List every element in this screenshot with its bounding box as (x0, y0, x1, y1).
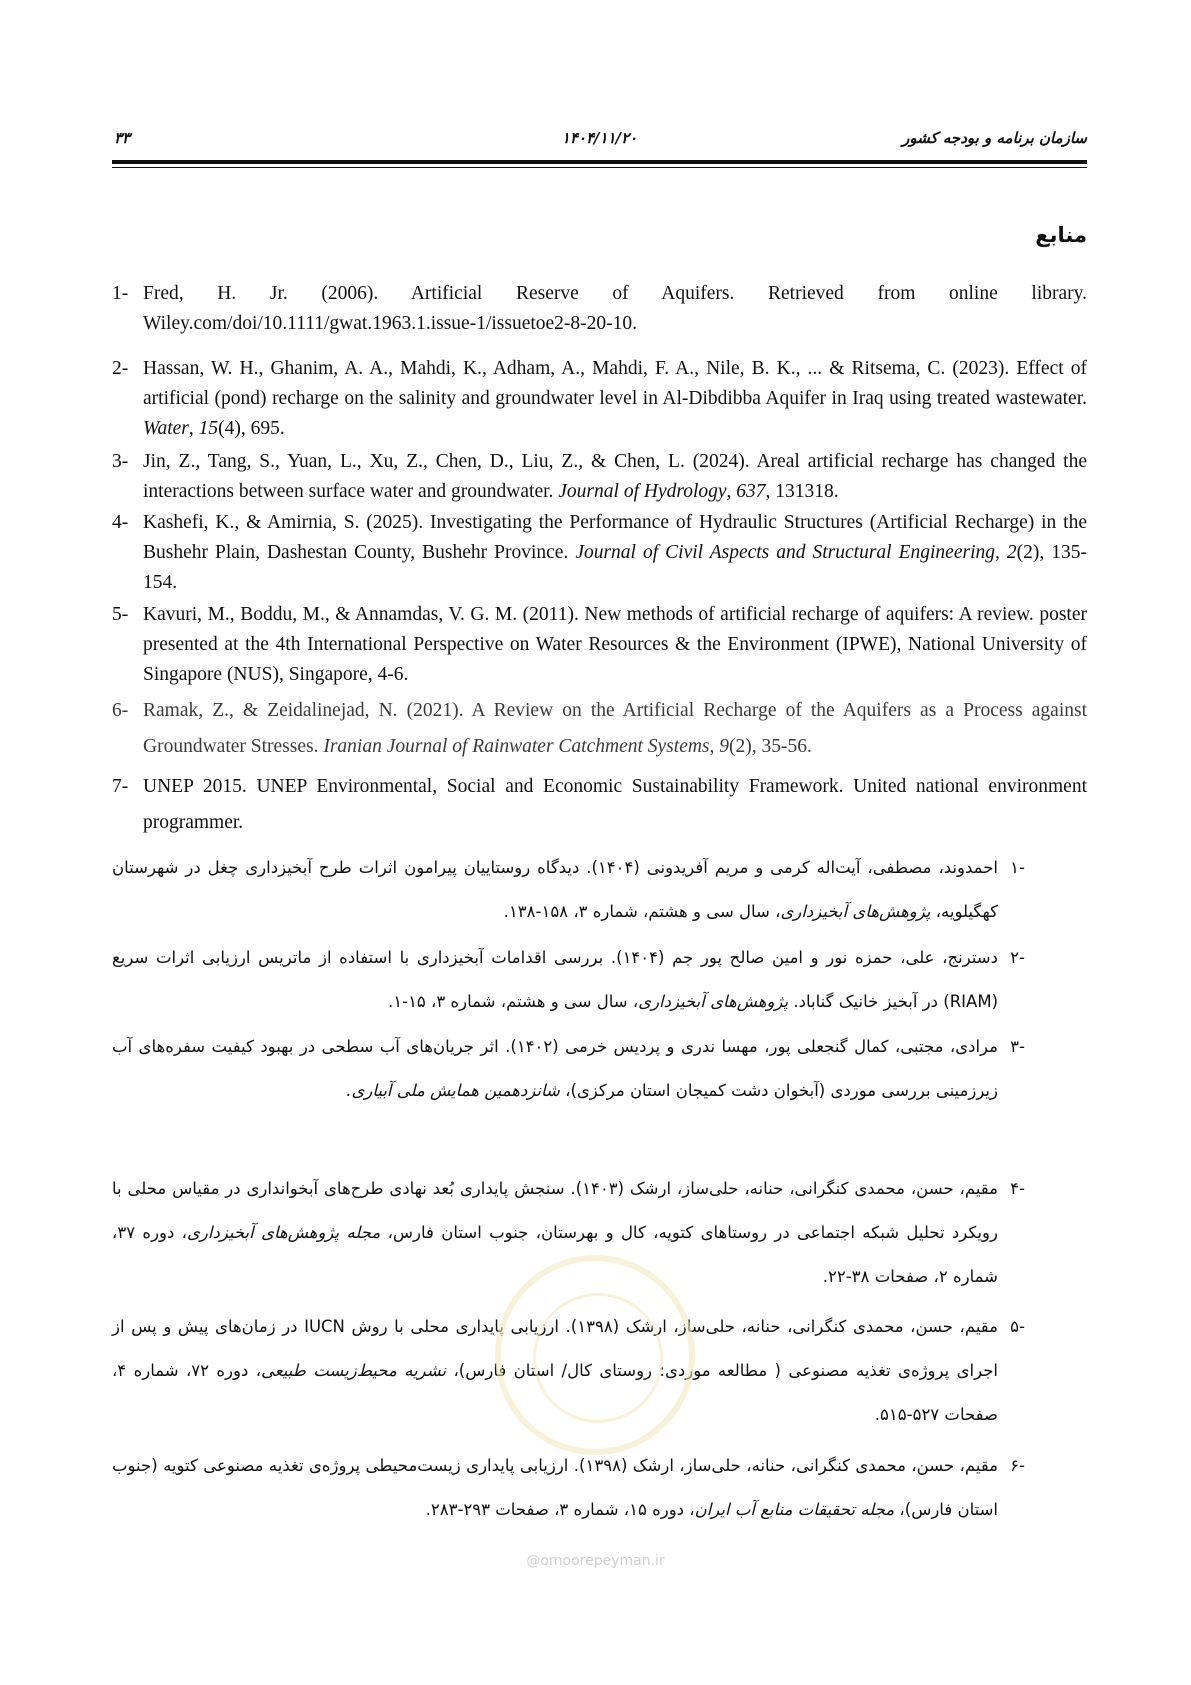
reference-segment: مرادی، مجتبی، کمال گنجعلی پور، مهسا ندری و پردیس خرمی (۱۴۰۲). اثر جریان‌های آب سطحی در بهبود کیفیت سفره‌های آب زیرزمینی بررسی موردی (آبخوان دشت کمیجان استان مرکزی)، (112, 1037, 998, 1100)
reference-segment: Kavuri, M., Boddu, M., & Annamdas, V. G. M. (2011). New methods of artificial recharge of aquifers: A review. poster presented at the 4th International Perspective on Water Resources & the Environment (IPWE), National University of Singapore (NUS), Singapore, 4-6. (143, 604, 1087, 685)
reference-segment: احمدوند، مصطفی، آیت‌اله کرمی و مریم آفریدونی (۱۴۰۴). دیدگاه روستاییان پیرامون اثرات طرح آبخیزداری چغل در شهرستان کهگیلویه، (112, 858, 998, 921)
english-reference (112, 693, 1087, 765)
page-header (112, 129, 1087, 153)
reference-segment: Kashefi, K., & Amirnia, S. (2025). Investigating the Performance of Hydraulic Structures (Artificial Recharge) in the Bushehr Plain, Dashestan County, Bushehr Province. (143, 512, 1087, 563)
reference-number: 1- (112, 283, 129, 304)
reference-number: -۶ (1010, 1456, 1025, 1475)
reference-italic-segment: پژوهش‌های آبخیزداری (780, 902, 931, 921)
reference-segment: (2), 35-56. (729, 736, 812, 757)
persian-reference (112, 1444, 1087, 1532)
reference-text (112, 1025, 998, 1113)
english-reference (112, 447, 1087, 507)
header-organization: سازمان برنامه و بودجه کشور (902, 129, 1087, 147)
reference-segment: ، سال سی و هشتم، شماره ۳، ۱۵-۱. (387, 992, 639, 1011)
reference-text (112, 936, 998, 1024)
reference-number: 4- (112, 512, 129, 533)
watermark-seal (495, 1255, 695, 1455)
reference-number: 3- (112, 451, 129, 472)
reference-number: -۵ (1010, 1317, 1025, 1336)
reference-italic-segment: Journal of Civil Aspects and Structural Engineering (575, 542, 995, 563)
reference-segment: مقیم، حسن، محمدی کنگرانی، حنانه، حلی‌ساز، ارشک (۱۴۰۳). سنجش پایداری بُعد نهادی طرح‌های آبخوانداری در مقیاس محلی با رویکرد تحلیل شبکه اجتماعی در روستاهای کتویه، کال و بهرستان، جنوب استان فارس، (112, 1179, 998, 1242)
watermark-url: @omoorepeyman.ir (526, 1553, 665, 1569)
reference-segment: ، سال سی و هشتم، شماره ۳، ۱۵۸-۱۳۸. (503, 902, 781, 921)
header-date: ۱۴۰۴/۱۱/۲۰ (561, 129, 638, 147)
reference-number: -۲ (1010, 948, 1025, 967)
reference-text (143, 693, 1087, 765)
reference-number: -۴ (1010, 1179, 1025, 1198)
reference-segment: (4), 695. (218, 418, 285, 439)
reference-italic-segment: 9 (719, 736, 730, 757)
reference-italic-segment: پژوهش‌های آبخیزداری (638, 992, 789, 1011)
english-reference (112, 600, 1087, 690)
reference-segment: مقیم، حسن، محمدی کنگرانی، حنانه، حلی‌ساز، ارشک (۱۳۹۸). ارزیابی پایداری محلی با روش IUCN در زمان‌های پیش و پس از اجرای پروژه‌ی تغذیه مصنوعی ( مطالعه موردی: روستای کال/ استان فارس)، (112, 1317, 998, 1380)
english-reference (112, 354, 1087, 444)
reference-text (143, 279, 1087, 339)
reference-segment: دسترنج، علی، حمزه نور و امین صالح پور جم (۱۴۰۴). بررسی اقدامات آبخیزداری با استفاده از ماتریس ارزیابی اثرات سریع (RIAM) در آبخیز خانیک گناباد. (112, 948, 998, 1011)
reference-italic-segment: 15 (198, 418, 219, 439)
reference-segment: , (995, 542, 1007, 563)
reference-segment: ، دوره ۳۷، شماره ۲، صفحات ۳۸-۲۲. (112, 1223, 998, 1286)
reference-italic-segment: مجله پژوهش‌های آبخیزداری (187, 1223, 381, 1242)
reference-segment: مقیم، حسن، محمدی کنگرانی، حنانه، حلی‌ساز، ارشک (۱۳۹۸). ارزیابی پایداری زیست‌محیطی پروژه‌ی تغذیه مصنوعی کتویه (جنوب استان فارس)، (112, 1456, 999, 1519)
reference-number: 5- (112, 604, 129, 625)
reference-segment: Jin, Z., Tang, S., Yuan, L., Xu, Z., Chen, D., Liu, Z., & Chen, L. (2024). Areal artificial recharge has changed the interactions between surface water and groundwater. (143, 451, 1087, 502)
reference-text (112, 846, 998, 934)
header-page-number: ۳۳ (114, 129, 131, 147)
reference-text (143, 447, 1087, 507)
reference-text (143, 508, 1087, 598)
reference-number: -۱ (1010, 858, 1025, 877)
header-rule-thin (112, 167, 1087, 168)
reference-segment: , (726, 481, 737, 502)
reference-italic-segment: Journal of Hydrology (558, 481, 727, 502)
reference-italic-segment: مجله تحقیقات منابع آب ایران (694, 1500, 895, 1519)
reference-segment: Fred, H. Jr. (2006). Artificial Reserve of Aquifers. Retrieved from online library. Wiley.com/doi/10.1111/gwat.1963.1.issue-1/issuetoe2-8-20-10. (143, 283, 1087, 334)
english-reference (112, 279, 1087, 339)
reference-text (143, 600, 1087, 690)
reference-segment: , (188, 418, 199, 439)
persian-reference (112, 846, 1087, 934)
reference-segment: ، دوره ۱۵، شماره ۳، صفحات ۲۹۳-۲۸۳. (425, 1500, 695, 1519)
english-reference (112, 769, 1087, 841)
reference-segment: UNEP 2015. UNEP Environmental, Social and Economic Sustainability Framework. United national environment programmer. (143, 776, 1087, 833)
reference-text (143, 769, 1087, 841)
reference-italic-segment: Iranian Journal of Rainwater Catchment Systems (323, 736, 710, 757)
section-title: منابع (1035, 223, 1087, 247)
english-reference (112, 508, 1087, 598)
reference-italic-segment: شانزدهمین همایش ملی آبیاری. (346, 1081, 560, 1100)
reference-segment: Ramak, Z., & Zeidalinejad, N. (2021). A Review on the Artificial Recharge of the Aquifers as a Process against Groundwater Stresses. (143, 700, 1087, 757)
persian-reference (112, 1025, 1087, 1113)
reference-italic-segment: نشریه محیط‌زیست طبیعی (261, 1361, 447, 1380)
reference-italic-segment: 2 (1006, 542, 1017, 563)
reference-segment: , (709, 736, 720, 757)
reference-italic-segment: 637 (736, 481, 766, 502)
reference-number: 2- (112, 358, 129, 379)
reference-segment: (2), 135-154. (143, 542, 1087, 593)
persian-reference (112, 936, 1087, 1024)
reference-number: -۳ (1010, 1037, 1025, 1056)
reference-italic-segment: Water (143, 418, 189, 439)
reference-segment: ، دوره ۷۲، شماره ۴، صفحات ۵۲۷-۵۱۵. (112, 1361, 998, 1424)
reference-number: 6- (112, 700, 129, 721)
header-rule-thick (112, 160, 1087, 164)
reference-text (143, 354, 1087, 444)
reference-segment: Hassan, W. H., Ghanim, A. A., Mahdi, K., Adham, A., Mahdi, F. A., Nile, B. K., ... & Ritsema, C. (2023). Effect of artificial (pond) recharge on the salinity and groundwater level in Al-Dibdibba Aquifer in Iraq using treated wastewater. (143, 358, 1087, 409)
reference-number: 7- (112, 776, 129, 797)
reference-segment: , 131318. (765, 481, 839, 502)
reference-text (112, 1444, 998, 1532)
